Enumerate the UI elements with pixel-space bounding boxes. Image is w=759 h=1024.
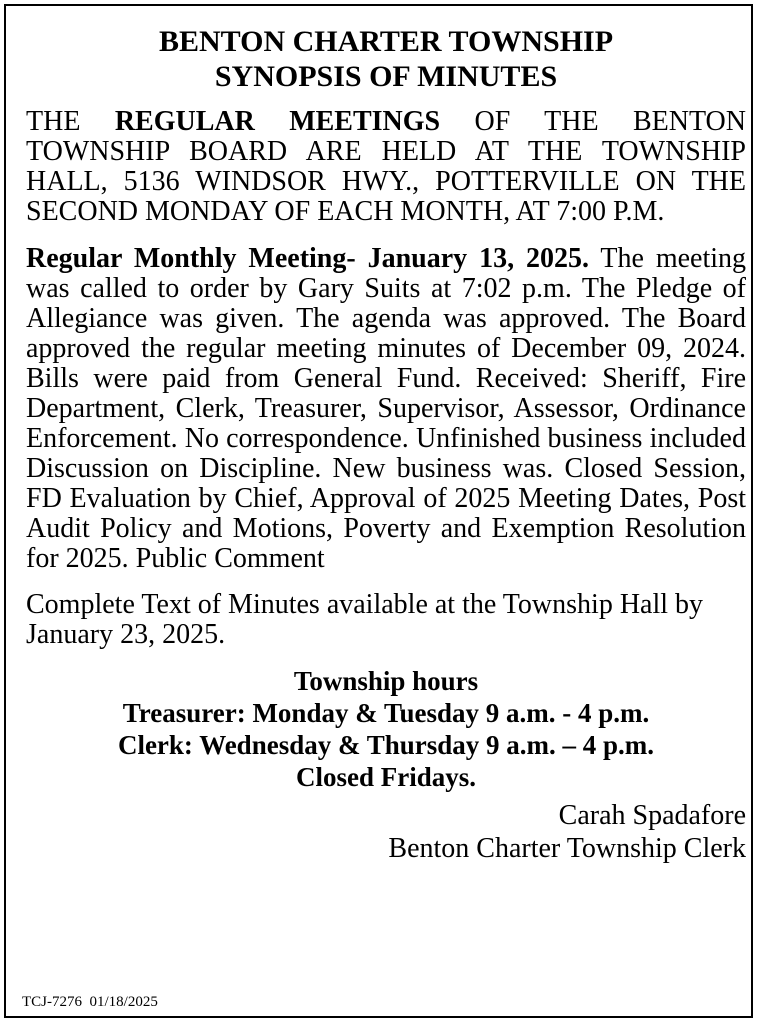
- availability-paragraph: Complete Text of Minutes available at the Township Hall by January 23, 2025.: [26, 589, 704, 650]
- minutes-body: The meeting was called to order by Gary Suits at 7:02 p.m. The Pledge of Allegiance was given. The agenda was approved. The Board approved the regular meeting minutes of December 09, 2024. Bills were paid from General Fund. Received: Sheriff, Fire Department, Clerk, Treasurer, Supervisor, Assessor, Ordinance Enforcement. No correspondence. Unfinished business included Discussion on Discipline. New business was. Closed Session, FD Evaluation by Chief, Approval of 2025 Meeting Dates, Post Audit Policy and Motions, Poverty and Exemption Resolution for 2025. Public Comment: [26, 243, 747, 574]
- township-hours: [26, 665, 746, 793]
- notice-content: [26, 24, 746, 865]
- meeting-schedule-paragraph: [26, 107, 746, 227]
- minutes-heading: Regular Monthly Meeting- January 13, 2025.: [26, 243, 589, 274]
- hours-clerk: Clerk: Wednesday & Thursday 9 a.m. – 4 p.m.: [117, 730, 655, 760]
- hours-treasurer: Treasurer: Monday & Tuesday 9 a.m. - 4 p.m.: [122, 698, 650, 728]
- title-line-1: BENTON CHARTER TOWNSHIP: [158, 25, 614, 58]
- signature-name: Carah Spadafore: [558, 800, 746, 831]
- signature-block: [26, 799, 746, 865]
- signature-role: Benton Charter Township Clerk: [388, 833, 746, 864]
- notice-title: [26, 24, 746, 94]
- notice-footer-code: TCJ-7276 01/18/2025: [22, 994, 158, 1010]
- title-line-2: SYNOPSIS OF MINUTES: [214, 60, 558, 93]
- minutes-paragraph: [26, 244, 746, 574]
- hours-heading: Township hours: [293, 666, 479, 696]
- intro-bold: REGULAR MEETINGS: [114, 106, 441, 137]
- legal-notice: [4, 4, 753, 1018]
- intro-rest: OF THE BENTON TOWNSHIP BOARD ARE HELD AT THE TOWNSHIP HALL, 5136 WINDSOR HWY., POTTERVILLE ON THE SECOND MONDAY OF EACH MONTH, AT 7:00 P.M.: [26, 106, 746, 227]
- intro-lead: THE: [26, 106, 115, 137]
- hours-closed: Closed Fridays.: [295, 762, 476, 792]
